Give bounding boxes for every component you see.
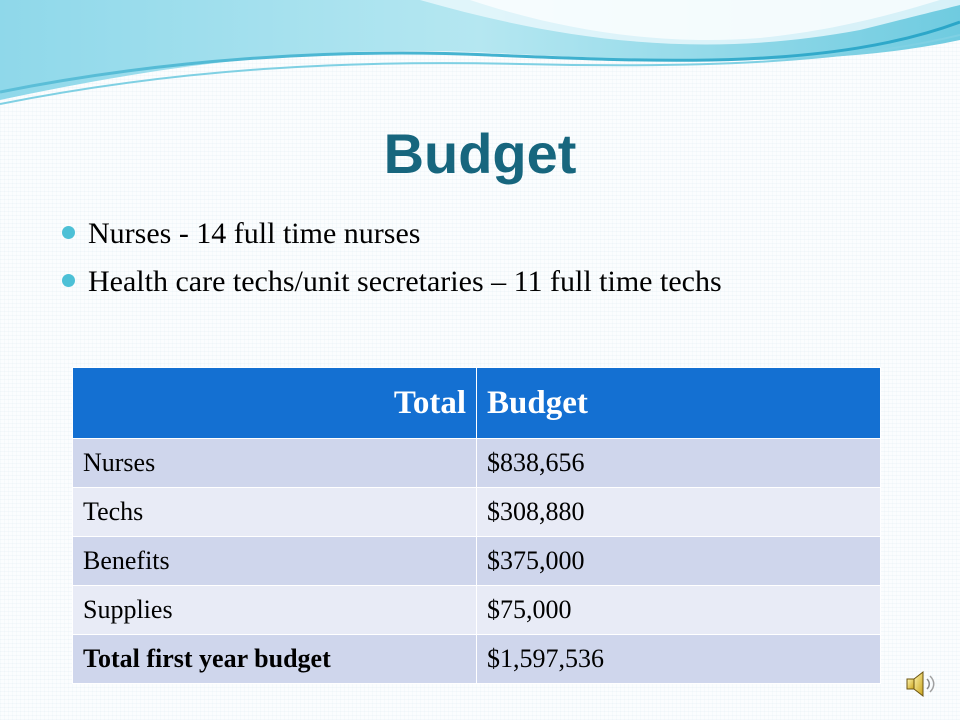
table-header-row	[73, 368, 881, 439]
table-cell-amount: $1,597,536	[477, 635, 881, 684]
table-row	[73, 586, 881, 635]
bullet-text: Health care techs/unit secretaries – 11 full time techs	[88, 265, 722, 298]
bullet-item	[62, 210, 722, 258]
table-cell-item: Benefits	[73, 537, 477, 586]
table-total-row	[73, 635, 881, 684]
table-cell-item: Total first year budget	[73, 635, 477, 684]
table-cell-item: Supplies	[73, 586, 477, 635]
bullet-text: Nurses - 14 full time nurses	[88, 217, 421, 250]
table-cell-item: Techs	[73, 488, 477, 537]
table-cell-amount: $838,656	[477, 439, 881, 488]
bullet-item	[62, 258, 722, 306]
table-row	[73, 488, 881, 537]
table-row	[73, 537, 881, 586]
speaker-icon[interactable]	[904, 668, 938, 700]
table-header-total: Total	[73, 368, 477, 439]
table-cell-item: Nurses	[73, 439, 477, 488]
budget-table	[72, 367, 881, 684]
table-cell-amount: $308,880	[477, 488, 881, 537]
wave-decoration	[0, 0, 960, 115]
table-row	[73, 439, 881, 488]
bullet-dot-icon	[62, 274, 75, 287]
bullet-dot-icon	[62, 226, 75, 239]
table-cell-amount: $75,000	[477, 586, 881, 635]
slide-title: Budget	[383, 122, 577, 185]
bullet-list	[62, 210, 722, 306]
table-header-budget: Budget	[477, 368, 881, 439]
table-cell-amount: $375,000	[477, 537, 881, 586]
